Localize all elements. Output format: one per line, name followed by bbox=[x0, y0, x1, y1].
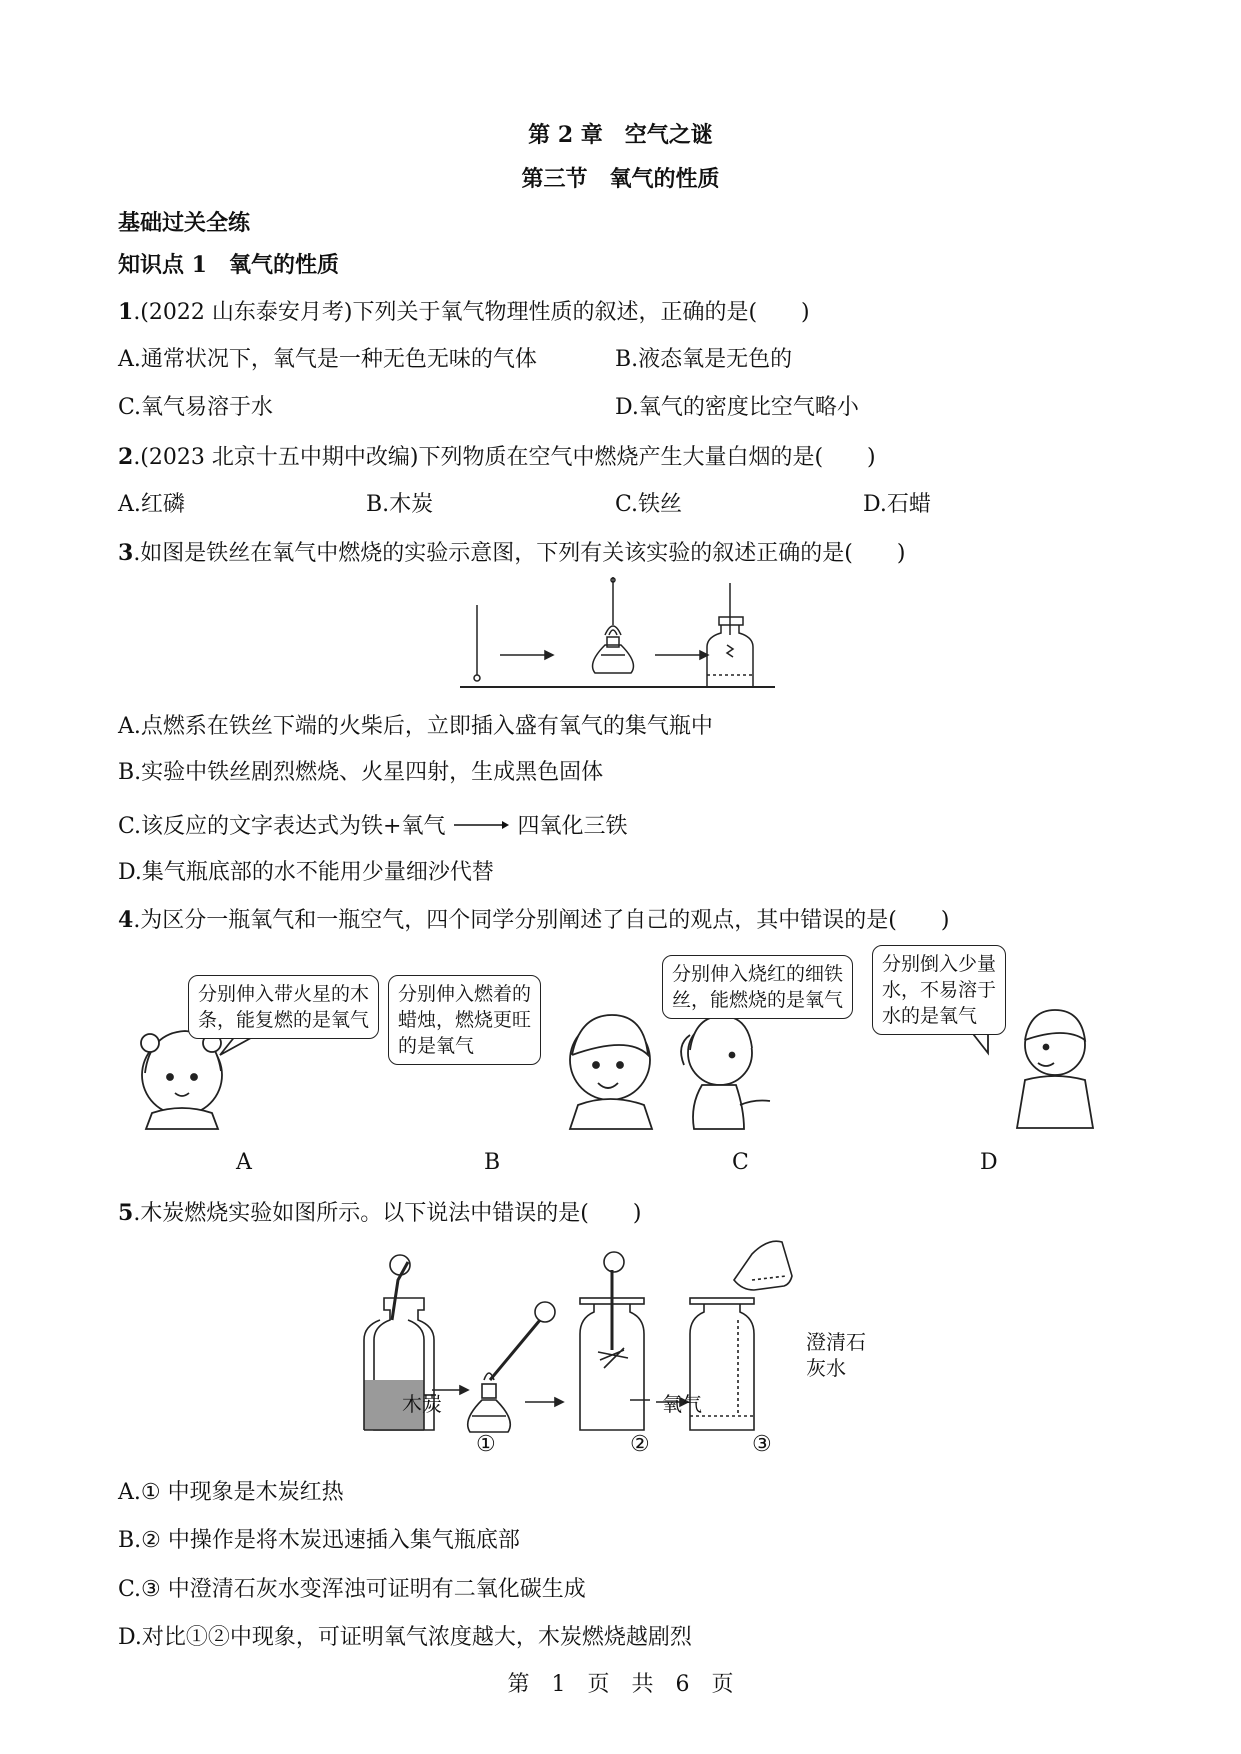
label-d: D bbox=[980, 1150, 998, 1175]
question-2 bbox=[118, 442, 876, 473]
question-text: .(2023 北京十五中期中改编)下列物质在空气中燃烧产生大量白烟的是( ) bbox=[133, 445, 876, 470]
knowledge-point-heading: 知识点 1 氧气的性质 bbox=[118, 252, 339, 278]
question-text: .木炭燃烧实验如图所示。以下说法中错误的是( ) bbox=[133, 1201, 642, 1226]
q1-option-a: A.通常状况下，氧气是一种无色无味的气体 bbox=[118, 347, 537, 372]
q3-option-c bbox=[118, 812, 628, 842]
q3-option-b: B.实验中铁丝剧烈燃烧、火星四射，生成黑色固体 bbox=[118, 760, 604, 785]
bubble-line: 蜡烛，燃烧更旺 bbox=[398, 1009, 532, 1031]
speech-bubble-a bbox=[188, 975, 379, 1039]
label-c: C bbox=[732, 1150, 749, 1175]
q5-option-d: D.对比①②中现象，可证明氧气浓度越大，木炭燃烧越剧烈 bbox=[118, 1625, 692, 1650]
q3-option-d: D.集气瓶底部的水不能用少量细沙代替 bbox=[118, 860, 494, 885]
q3-option-c-product: 四氧化三铁 bbox=[517, 814, 628, 839]
label-step-1: ① bbox=[476, 1432, 496, 1457]
q1-option-c: C.氧气易溶于水 bbox=[118, 395, 274, 420]
label-a: A bbox=[236, 1150, 252, 1175]
q1-option-b: B.液态氧是无色的 bbox=[615, 347, 793, 372]
question-text: .为区分一瓶氧气和一瓶空气，四个同学分别阐述了自己的观点，其中错误的是( ) bbox=[133, 908, 950, 933]
speech-bubble-d bbox=[872, 945, 1006, 1035]
question-4 bbox=[118, 905, 949, 936]
q2-option-c: C.铁丝 bbox=[615, 492, 683, 517]
q5-option-c: C.③ 中澄清石灰水变浑浊可证明有二氧化碳生成 bbox=[118, 1577, 586, 1602]
page-footer: 第 1 页 共 6 页 bbox=[507, 1672, 734, 1697]
q5-option-b: B.② 中操作是将木炭迅速插入集气瓶底部 bbox=[118, 1528, 520, 1553]
speech-bubble-c bbox=[662, 955, 853, 1019]
q2-option-b: B.木炭 bbox=[366, 492, 434, 517]
question-5 bbox=[118, 1198, 641, 1229]
speech-bubble-b bbox=[388, 975, 541, 1065]
label-charcoal: 木炭 bbox=[402, 1392, 442, 1416]
question-text: .如图是铁丝在氧气中燃烧的实验示意图，下列有关该实验的叙述正确的是( ) bbox=[133, 541, 906, 566]
iron-wire-experiment-figure bbox=[455, 575, 785, 695]
bubble-line: 分别伸入燃着的 bbox=[398, 983, 532, 1005]
question-number: 5 bbox=[118, 1200, 134, 1226]
charcoal-experiment-figure bbox=[360, 1240, 880, 1450]
q1-option-d: D.氧气的密度比空气略小 bbox=[615, 395, 859, 420]
part-heading: 基础过关全练 bbox=[118, 210, 251, 236]
question-number: 3 bbox=[118, 540, 134, 566]
question-number: 1 bbox=[118, 299, 134, 325]
question-text: .(2022 山东泰安月考)下列关于氧气物理性质的叙述，正确的是( ) bbox=[133, 300, 810, 325]
bubble-line: 分别伸入烧红的细铁 bbox=[672, 963, 844, 985]
bubble-line: 水，不易溶于 bbox=[882, 979, 997, 1001]
question-1 bbox=[118, 297, 810, 328]
q3-option-c-text: C.该反应的文字表达式为铁+氧气 bbox=[118, 814, 446, 839]
label-limewater-1: 澄清石 bbox=[806, 1330, 866, 1354]
q2-option-a: A.红磷 bbox=[118, 492, 185, 517]
question-3 bbox=[118, 538, 905, 569]
label-oxygen: 氧气 bbox=[662, 1392, 702, 1416]
label-step-2: ② bbox=[630, 1432, 650, 1457]
bubble-line: 水的是氧气 bbox=[882, 1005, 978, 1027]
q5-option-a: A.① 中现象是木炭红热 bbox=[118, 1480, 344, 1505]
section-title: 第三节 氧气的性质 bbox=[521, 166, 720, 192]
q3-option-a: A.点燃系在铁丝下端的火柴后，立即插入盛有氧气的集气瓶中 bbox=[118, 714, 713, 739]
bubble-line: 分别倒入少量 bbox=[882, 953, 997, 975]
q2-option-d: D.石蜡 bbox=[863, 492, 931, 517]
label-limewater-2: 灰水 bbox=[806, 1356, 846, 1380]
bubble-line: 分别伸入带火星的木 bbox=[198, 983, 370, 1005]
label-step-3: ③ bbox=[752, 1432, 772, 1457]
bubble-line: 的是氧气 bbox=[398, 1035, 475, 1057]
bubble-line: 丝，能燃烧的是氧气 bbox=[672, 989, 844, 1011]
bubble-line: 条，能复燃的是氧气 bbox=[198, 1009, 370, 1031]
label-b: B bbox=[484, 1150, 501, 1175]
question-number: 2 bbox=[118, 444, 134, 470]
chapter-title: 第 2 章 空气之谜 bbox=[528, 122, 713, 148]
reaction-arrow-icon bbox=[452, 820, 510, 834]
question-number: 4 bbox=[118, 907, 134, 933]
